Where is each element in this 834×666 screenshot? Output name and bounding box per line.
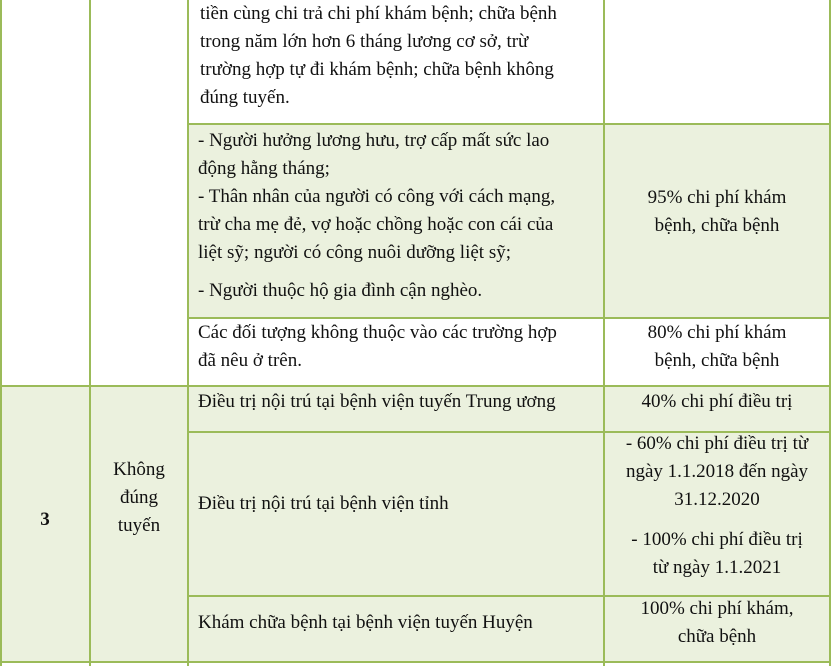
benefit-line: từ ngày 1.1.2021 <box>652 557 782 578</box>
section-number: 3 <box>40 509 50 530</box>
table-border <box>0 385 831 387</box>
table-border <box>187 0 189 666</box>
table-cell-description <box>188 0 604 124</box>
table-cell-benefit <box>604 596 830 662</box>
description-line: - Người thuộc hộ gia đình cận nghèo. <box>198 280 483 301</box>
table-border <box>188 595 831 597</box>
description-line: trừ cha mẹ đẻ, vợ hoặc chồng hoặc con cái của <box>198 214 554 235</box>
table-cell-description <box>188 432 604 596</box>
category-line: Không <box>113 459 165 480</box>
table-cell-description <box>188 124 604 318</box>
description-line: Các đối tượng không thuộc vào các trường hợp <box>198 322 557 343</box>
table-border <box>829 0 831 666</box>
table-border <box>603 0 605 666</box>
benefit-line: 80% chi phí khám <box>647 322 787 343</box>
description-line: trong năm lớn hơn 6 tháng lương cơ sở, trừ <box>200 31 529 52</box>
table-cell-description <box>188 318 604 386</box>
category-line: đúng <box>120 487 158 508</box>
description-line: liệt sỹ; người có công nuôi dưỡng liệt sỹ; <box>198 242 511 263</box>
benefit-line: bệnh, chữa bệnh <box>654 350 780 371</box>
table-cell-category <box>90 386 188 662</box>
table-border <box>89 0 91 666</box>
description-line: đã nêu ở trên. <box>198 350 302 371</box>
benefit-line: 40% chi phí điều trị <box>641 391 793 412</box>
description-line: động hằng tháng; <box>198 158 330 179</box>
table-border <box>188 123 831 125</box>
table-cell-category <box>90 124 188 318</box>
table-border <box>188 317 831 319</box>
table-cell-number <box>0 386 90 662</box>
category-line: tuyến <box>117 515 161 536</box>
benefit-line: chữa bệnh <box>677 626 757 647</box>
table-cell-benefit <box>604 432 830 596</box>
table-cell-description <box>188 386 604 432</box>
table-cell-description <box>188 596 604 662</box>
description-line: - Người hưởng lương hưu, trợ cấp mất sức lao <box>198 130 550 151</box>
table-cell-benefit <box>604 386 830 432</box>
table-border <box>0 0 2 666</box>
description-line: đúng tuyến. <box>200 87 290 108</box>
benefit-line: 95% chi phí khám <box>647 187 787 208</box>
benefit-line: ngày 1.1.2018 đến ngày <box>625 461 809 482</box>
description-line: Khám chữa bệnh tại bệnh viện tuyến Huyện <box>198 612 533 633</box>
description-line: tiền cùng chi trả chi phí khám bệnh; chữa bệnh <box>200 3 557 24</box>
benefit-line: 100% chi phí khám, <box>640 598 794 619</box>
benefit-line: bệnh, chữa bệnh <box>654 215 780 236</box>
description-line: Điều trị nội trú tại bệnh viện tuyến Trung ương <box>198 391 556 412</box>
table-border <box>188 431 831 433</box>
table-cell-category <box>90 0 188 124</box>
table-cell-number <box>0 318 90 386</box>
table-border <box>0 661 831 663</box>
benefit-line: - 100% chi phí điều trị <box>631 529 803 550</box>
table-cell-benefit <box>604 318 830 386</box>
benefit-line: - 60% chi phí điều trị từ <box>625 433 809 454</box>
table-cell-benefit <box>604 0 830 124</box>
table-cell-number <box>0 0 90 124</box>
benefit-line: 31.12.2020 <box>674 489 760 510</box>
table-cell-category <box>90 318 188 386</box>
description-line: Điều trị nội trú tại bệnh viện tỉnh <box>198 493 449 514</box>
description-line: trường hợp tự đi khám bệnh; chữa bệnh không <box>200 59 554 80</box>
table-cell-number <box>0 124 90 318</box>
description-line: - Thân nhân của người có công với cách mạng, <box>198 186 556 207</box>
table-cell-benefit <box>604 124 830 318</box>
